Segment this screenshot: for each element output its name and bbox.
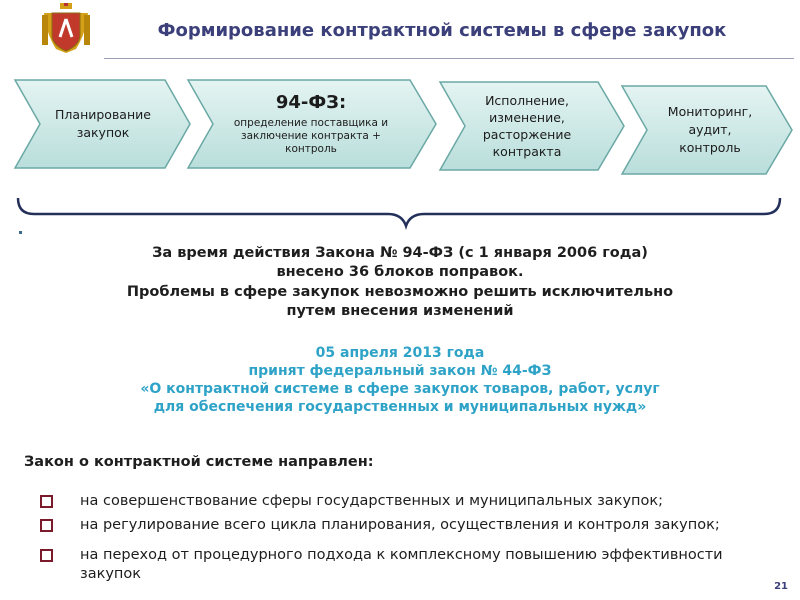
problems-paragraph: [40, 283, 760, 321]
page-title: Формирование контрактной системы в сфере закупок: [157, 20, 727, 41]
chevron-planning-label: Планирование закупок: [55, 107, 151, 140]
announcement-law: принят федеральный закон № 44-ФЗ: [248, 363, 552, 379]
amendments-line-1: За время действия Закона № 94-ФЗ (с 1 января 2006 года): [152, 245, 648, 261]
list-item-text: на совершенствование сферы государственных и муниципальных закупок;: [80, 493, 664, 509]
bullet-dot: [19, 231, 22, 234]
chevron-execution-label: Исполнение, изменение, расторжение контракта: [482, 93, 572, 159]
curly-brace: [0, 0, 800, 240]
checkbox-bullet-icon: [40, 495, 53, 508]
chevron-94fz-subtitle: определение поставщика и заключение контракта + контроль: [233, 117, 389, 155]
problems-line-1: Проблемы в сфере закупок невозможно решить исключительно: [126, 284, 674, 300]
law-44fz-announcement: [40, 344, 760, 416]
announcement-name-line-2: для обеспечения государственных и муниципальных нужд»: [153, 399, 647, 415]
law-purpose-heading: Закон о контрактной системе направлен:: [24, 454, 374, 470]
chevron-94fz-title: 94-ФЗ:: [275, 92, 347, 113]
checkbox-bullet-icon: [40, 549, 53, 562]
announcement-date: 05 апреля 2013 года: [315, 345, 485, 361]
problems-line-2: путем внесения изменений: [286, 303, 514, 319]
chevron-monitoring-label: Мониторинг, аудит, контроль: [667, 104, 753, 155]
list-item-text: на переход от процедурного подхода к комплексному повышению эффективности закупок: [80, 547, 723, 582]
amendments-line-2: внесено 36 блоков поправок.: [276, 264, 524, 280]
amendments-paragraph: [40, 244, 760, 282]
page-number: 21: [774, 581, 788, 592]
list-item-text: на регулирование всего цикла планирования, осуществления и контроля закупок;: [80, 517, 720, 533]
checkbox-bullet-icon: [40, 519, 53, 532]
announcement-name-line-1: «О контрактной системе в сфере закупок товаров, работ, услуг: [140, 381, 660, 397]
